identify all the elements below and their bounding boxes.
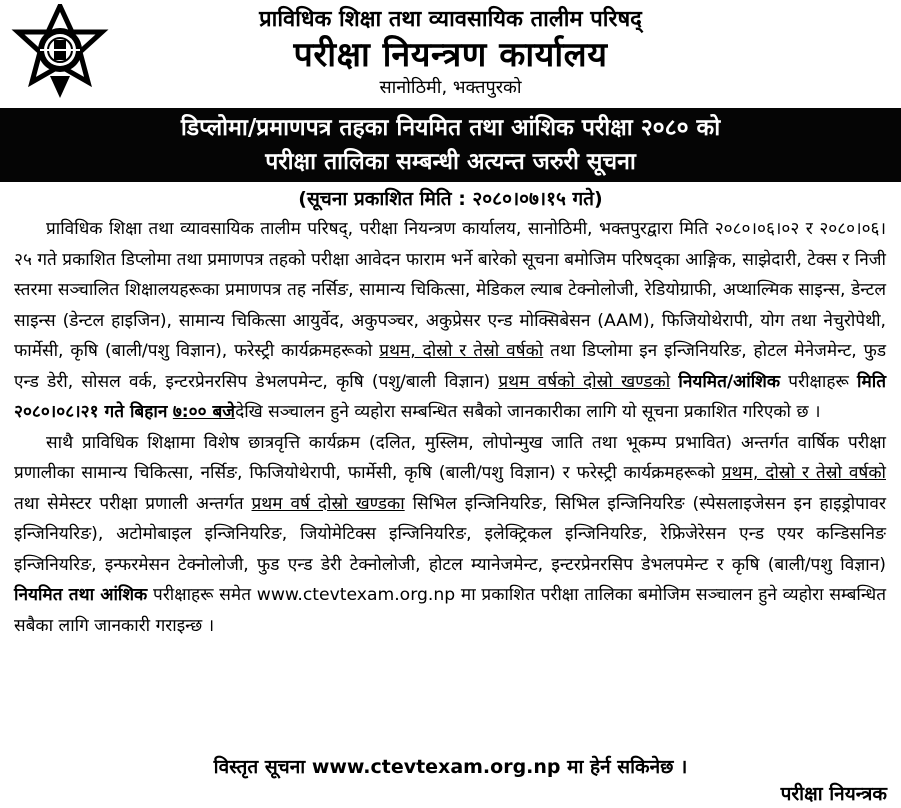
paragraph-1: प्राविधिक शिक्षा तथा व्यावसायिक तालीम परिषद्, परीक्षा नियन्त्रण कार्यालय, सानोठिमी, भक्तपुरद्वारा मिति २०८०।०६।०२ र २०८०।०६।२५ गते प्रकाशित डिप्लोमा तथा प्रमाणपत्र तहको परीक्षा आवेदन फाराम भर्ने बारेको सूचना बमोजिम परिषद्का आङ्गिक, साझेदारी, टेक्स र निजी स्तरमा सञ्चालित शिक्षालयहरूका प्रमाणपत्र तह नर्सिङ, सामान्य चिकित्सा, मेडिकल ल्याब टेक्नोलोजी, रेडियोग्राफी, अप्थाल्मिक साइन्स, डेन्टल साइन्स (डेन्टल हाइजिन), सामान्य चिकित्सा आयुर्वेद, अकुपञ्चर, अकुप्रेसर एन्ड मोक्सिबेसन (AAM), फिजियोथेरापी, योग तथा नेचुरोपेथी, फार्मेसी, कृषि (बाली/पशु विज्ञान), फरेस्ट्री कार्यक्रमहरूको प्रथम, दोस्रो र तेस्रो वर्षको तथा डिप्लोमा इन इन्जिनियरिङ, होटल मेनेजमेन्ट, फुड एन्ड डेरी, सोसल वर्क, इन्टरप्रेनरसिप डेभलपमेन्ट, कृषि (पशु/बाली विज्ञान) प्रथम वर्षको दोस्रो खण्डको नियमित/आंशिक परीक्षाहरू मिति २०८०।०८।२१ गते बिहान ७:०० बजेदेखि सञ्चालन हुने व्यहोरा सम्बन्धित सबैको जानकारीका लागि यो सूचना प्रकाशित गरिएको छ ।: [14, 219, 887, 422]
paragraph-2: साथै प्राविधिक शिक्षामा विशेष छात्रवृत्ति कार्यक्रम (दलित, मुस्लिम, लोपोन्मुख जाति तथा भूकम्प प्रभावित) अन्तर्गत वार्षिक परीक्षा प्रणालीका सामान्य चिकित्सा, नर्सिङ, फिजियोथेरापी, फार्मेसी, कृषि (बाली/पशु विज्ञान) र फरेस्ट्री कार्यक्रमहरूको प्रथम, दोस्रो र तेस्रो वर्षको तथा सेमेस्टर परीक्षा प्रणाली अन्तर्गत प्रथम वर्ष दोस्रो खण्डका सिभिल इन्जिनियरिङ, सिभिल इन्जिनियरिङ (स्पेसलाइजेसन इन हाइड्रोपावर इन्जिनियरिङ), अटोमोबाइल इन्जिनियरिङ, जियोमेटिक्स इन्जिनियरिङ, इलेक्ट्रिकल इन्जिनियरिङ, रेफ्रिजेरेसन एन्ड एयर कन्डिसनिङ इन्जिनियरिङ, इन्फरमेसन टेक्नोलोजी, फुड एन्ड डेरी टेक्नोलोजी, होटल म्यानेजमेन्ट, इन्टरप्रेनरसिप डेभलपमेन्ट र कृषि (बाली/पशु विज्ञान) नियमित तथा आंशिक परीक्षाहरू समेत www.ctevtexam.org.np मा प्रकाशित परीक्षा तालिका बमोजिम सञ्चालन हुने व्यहोरा सम्बन्धित सबैका लागि जानकारी गराइन्छ ।: [14, 432, 887, 636]
office-address: सानोठिमी, भक्तपुरको: [379, 77, 522, 98]
notice-title-line1: डिप्लोमा/प्रमाणपत्र तहका नियमित तथा आंशिक परीक्षा २०८० को: [180, 115, 721, 141]
signature-title: परीक्षा नियन्त्रक: [780, 783, 887, 805]
notice-body: [14, 214, 886, 641]
detail-notice: विस्तृत सूचना www.ctevtexam.org.np मा हेर्न सकिनेछ ।: [213, 756, 688, 778]
office-name: परीक्षा नियन्त्रण कार्यालय: [293, 35, 608, 75]
publication-date: (सूचना प्रकाशित मिति : २०८०।०७।१५ गते): [298, 188, 603, 210]
notice-title-banner: [0, 108, 901, 182]
notice-title-line2: परीक्षा तालिका सम्बन्धी अत्यन्त जरुरी सूचना: [265, 149, 636, 175]
organization-name: प्राविधिक शिक्षा तथा व्यावसायिक तालीम परिषद्: [259, 7, 642, 32]
letterhead: [0, 0, 901, 108]
